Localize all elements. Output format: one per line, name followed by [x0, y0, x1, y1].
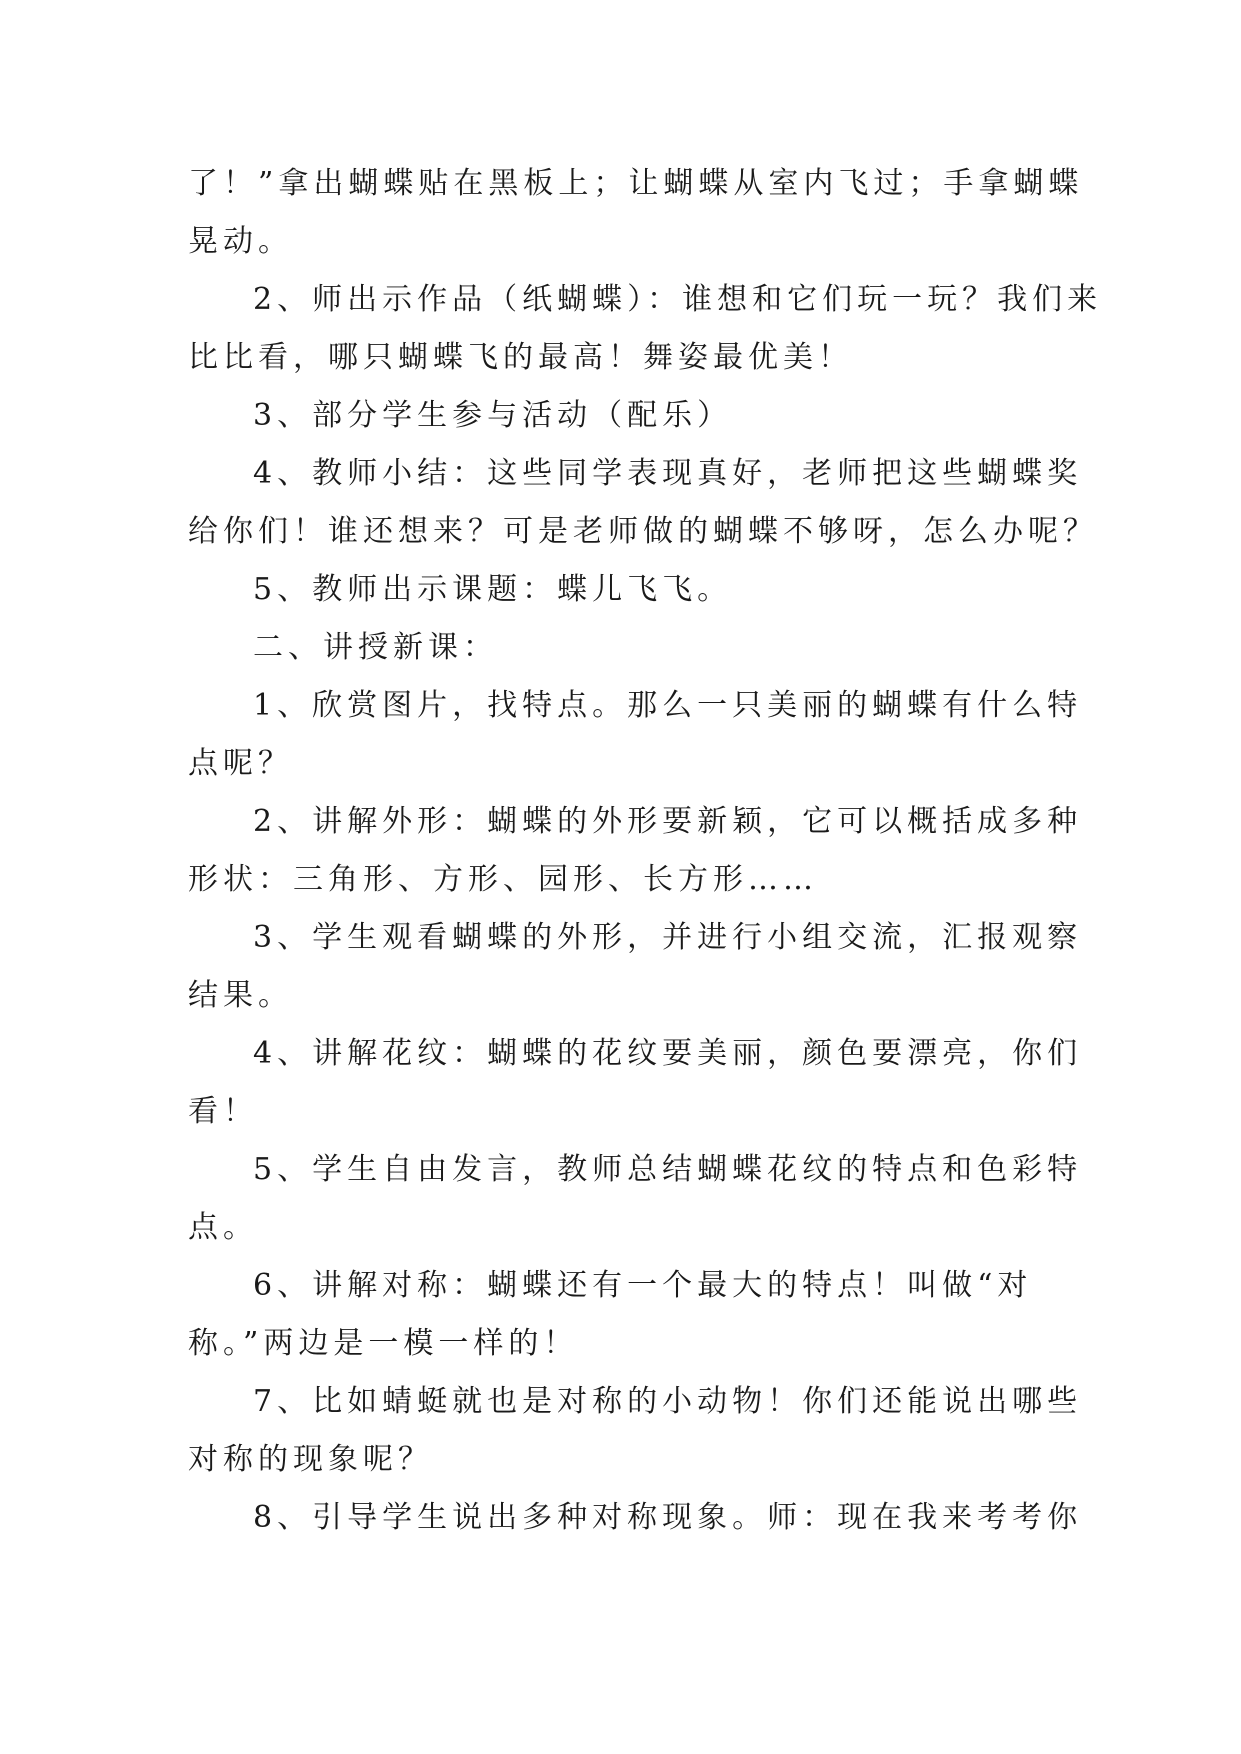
document-body — [188, 155, 1103, 1547]
paragraph-start-line: 4、教师小结：这些同学表现真好，老师把这些蝴蝶奖 — [253, 456, 1083, 491]
text-line: 结果。 — [188, 978, 293, 1013]
text-line: 点。 — [188, 1210, 258, 1245]
text-line: 对称的现象呢？ — [188, 1442, 433, 1477]
text-line: 晃动。 — [188, 224, 293, 259]
text-line: 看！ — [188, 1094, 258, 1129]
text-line: 形状：三角形、方形、园形、长方形…… — [188, 862, 818, 897]
paragraph-start-line: 2、讲解外形：蝴蝶的外形要新颖，它可以概括成多种 — [253, 804, 1083, 839]
paragraph-start-line: 3、部分学生参与活动（配乐） — [253, 398, 733, 433]
paragraph-start-line: 5、教师出示课题：蝶儿飞飞。 — [253, 572, 733, 607]
paragraph-start-line: 7、比如蜻蜓就也是对称的小动物！你们还能说出哪些 — [253, 1384, 1083, 1419]
text-line: 比比看，哪只蝴蝶飞的最高！舞姿最优美！ — [188, 340, 853, 375]
paragraph-start-line: 8、引导学生说出多种对称现象。师：现在我来考考你 — [253, 1500, 1083, 1535]
paragraph-start-line: 5、学生自由发言，教师总结蝴蝶花纹的特点和色彩特 — [253, 1152, 1083, 1187]
text-line: 给你们！谁还想来？可是老师做的蝴蝶不够呀，怎么办呢？ — [188, 514, 1098, 549]
paragraph-start-line: 2、师出示作品（纸蝴蝶）：谁想和它们玩一玩？我们来 — [253, 282, 1103, 317]
paragraph-start-line: 4、讲解花纹：蝴蝶的花纹要美丽，颜色要漂亮，你们 — [253, 1036, 1083, 1071]
section-heading: 二、讲授新课： — [253, 630, 498, 665]
text-line: 称。”两边是一模一样的！ — [188, 1326, 579, 1361]
text-line: 了！”拿出蝴蝶贴在黑板上；让蝴蝶从室内飞过；手拿蝴蝶 — [188, 166, 1084, 201]
paragraph-start-line: 6、讲解对称：蝴蝶还有一个最大的特点！叫做“对 — [253, 1268, 1033, 1303]
text-line: 点呢？ — [188, 746, 293, 781]
paragraph-start-line: 1、欣赏图片，找特点。那么一只美丽的蝴蝶有什么特 — [253, 688, 1083, 723]
paragraph-start-line: 3、学生观看蝴蝶的外形，并进行小组交流，汇报观察 — [253, 920, 1083, 955]
